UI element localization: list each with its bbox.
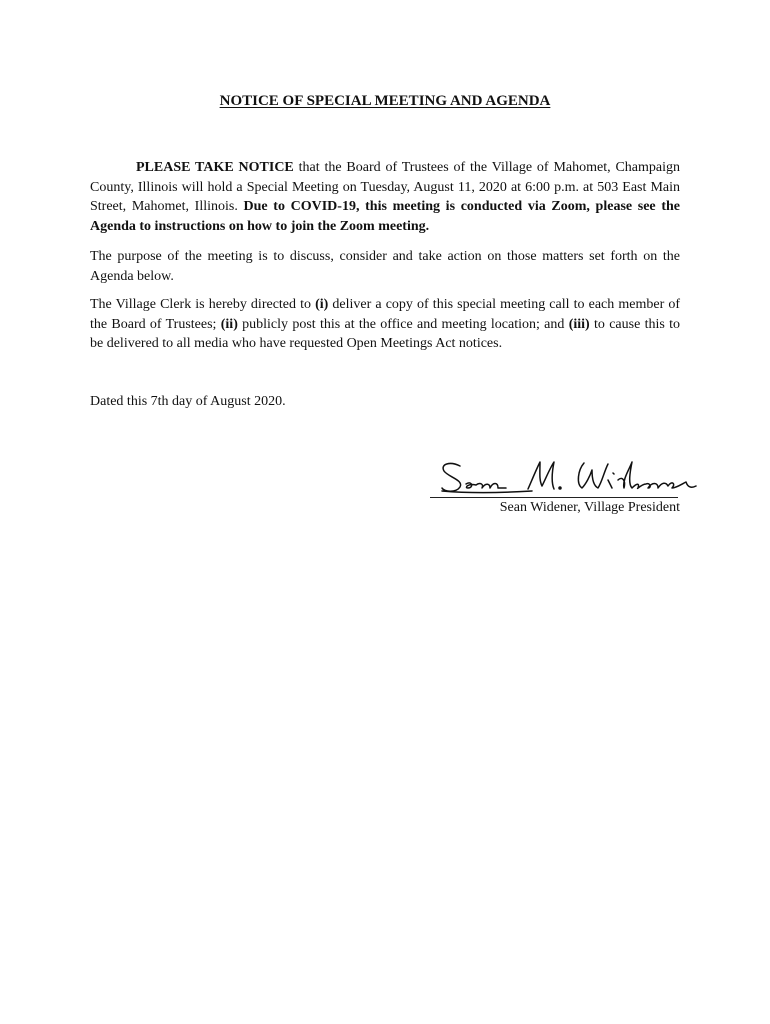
- document-title: NOTICE OF SPECIAL MEETING AND AGENDA: [219, 93, 551, 109]
- marker-i: (i): [315, 297, 329, 312]
- handwritten-signature: [436, 458, 698, 498]
- dated-line: Dated this 7th day of August 2020.: [90, 394, 286, 409]
- signature-line: [430, 497, 678, 498]
- clerk-text-2: deliver a copy of this special meeting call to each member of the Board of Trustees;: [90, 297, 680, 332]
- notice-text: that the Board of Trustees of the Village of Mahomet, Champaign County, Illinois will hold a Special Meeting on Tuesday, August 11, 2020 at 6:00 p.m. at 503 East Main Street, Mahomet, Illinois.: [90, 160, 680, 214]
- notice-lead: PLEASE TAKE NOTICE: [136, 160, 294, 175]
- purpose-paragraph: The purpose of the meeting is to discuss, consider and take action on those matters set forth on the Agenda below.: [90, 249, 680, 284]
- clerk-directions-paragraph: [90, 295, 680, 354]
- clerk-text-1: The Village Clerk is hereby directed to: [90, 297, 316, 312]
- signatory-name: Sean Widener, Village President: [499, 500, 680, 515]
- clerk-text-4: to cause this to be delivered to all media who have requested Open Meetings Act notices.: [90, 316, 680, 351]
- marker-ii: (ii): [220, 316, 238, 332]
- covid-note: Due to COVID-19, this meeting is conducted via Zoom, please see the Agenda to instructions on how to join the Zoom meeting.: [90, 199, 680, 234]
- marker-iii: (iii): [568, 316, 590, 332]
- clerk-text-3: publicly post this at the office and meeting location; and: [237, 316, 569, 332]
- notice-paragraph: [90, 158, 680, 236]
